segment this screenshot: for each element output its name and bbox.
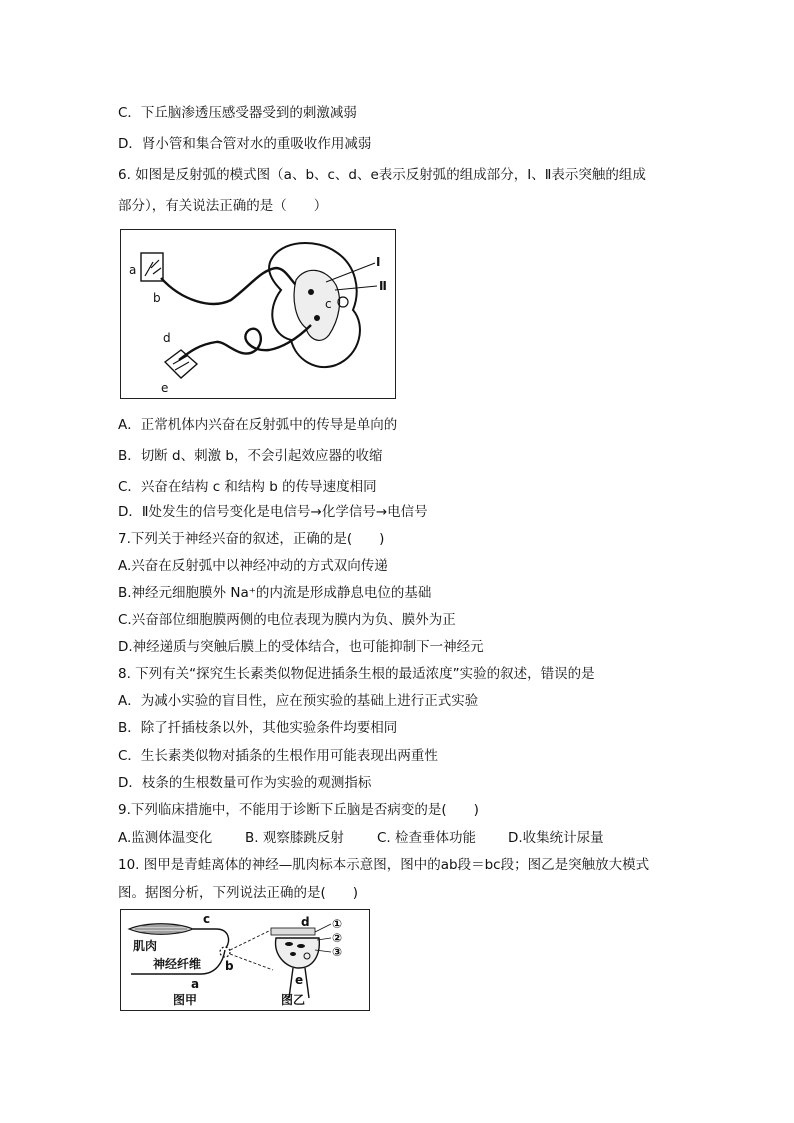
label-d: d xyxy=(163,331,171,345)
fig-jia-caption: 图甲 xyxy=(173,993,198,1007)
muscle-label: 肌肉 xyxy=(133,939,158,953)
label-a: a xyxy=(191,977,200,991)
fiber-label: 神经纤维 xyxy=(153,957,202,971)
label-II: Ⅱ xyxy=(379,279,387,293)
label-c: c xyxy=(203,912,211,926)
q9-stem: 9.下列临床措施中，不能用于诊断下丘脑是否病变的是( ) xyxy=(118,802,479,818)
q6-option-c: C．兴奋在结构 c 和结构 b 的传导速度相同 xyxy=(118,479,377,495)
q7-option-d: D.神经递质与突触后膜上的受体结合，也可能抑制下一神经元 xyxy=(118,639,484,655)
q9-option-d: D.收集统计尿量 xyxy=(508,830,604,846)
marker-3: ③ xyxy=(332,945,343,959)
label-e: e xyxy=(161,381,169,395)
q6-option-a: A．正常机体内兴奋在反射弧中的传导是单向的 xyxy=(118,417,398,433)
q6-stem-line2: 部分），有关说法正确的是（ ） xyxy=(118,198,328,214)
reflex-arc-figure xyxy=(120,229,396,399)
q10-stem-line2: 图。据图分析，下列说法正确的是( ) xyxy=(118,885,359,901)
q6-stem-line1: 6. 如图是反射弧的模式图（a、b、c、d、e表示反射弧的组成部分，Ⅰ、Ⅱ表示突触的组成 xyxy=(118,167,646,183)
q6-option-d: D．Ⅱ处发生的信号变化是电信号→化学信号→电信号 xyxy=(118,504,428,520)
q5-option-c: C．下丘脑渗透压感受器受到的刺激减弱 xyxy=(118,105,357,121)
q9-option-a: A.监测体温变化 xyxy=(118,830,213,846)
label-b: b xyxy=(153,291,161,305)
q8-option-c: C．生长素类似物对插条的生根作用可能表现出两重性 xyxy=(118,748,438,764)
q7-option-b: B.神经元细胞膜外 Na⁺的内流是形成静息电位的基础 xyxy=(118,585,432,601)
q10-stem-line1: 10. 图甲是青蛙离体的神经—肌肉标本示意图，图中的ab段＝bc段；图乙是突触放大模式 xyxy=(118,857,650,873)
marker-2: ② xyxy=(332,931,343,945)
q6-option-b: B．切断 d、刺激 b，不会引起效应器的收缩 xyxy=(118,448,383,464)
q7-stem: 7.下列关于神经兴奋的叙述，正确的是( ) xyxy=(118,531,385,547)
q8-stem: 8. 下列有关“探究生长素类似物促进插条生根的最适浓度”实验的叙述，错误的是 xyxy=(118,666,595,682)
marker-1: ① xyxy=(332,917,343,931)
q5-option-d: D．肾小管和集合管对水的重吸收作用减弱 xyxy=(118,136,372,152)
q8-option-d: D．枝条的生根数量可作为实验的观测指标 xyxy=(118,775,372,791)
nerve-muscle-figure xyxy=(120,909,370,1011)
fig-yi-caption: 图乙 xyxy=(281,993,306,1007)
q9-option-b: B. 观察膝跳反射 xyxy=(245,830,344,846)
q7-option-a: A.兴奋在反射弧中以神经冲动的方式双向传递 xyxy=(118,558,388,574)
label-I: Ⅰ xyxy=(376,255,381,269)
q9-option-c: C. 检查垂体功能 xyxy=(377,830,477,846)
label-d: d xyxy=(301,915,310,929)
label-b: b xyxy=(225,959,234,973)
q8-option-a: A．为减小实验的盲目性，应在预实验的基础上进行正式实验 xyxy=(118,693,479,709)
label-e: e xyxy=(295,973,304,987)
q7-option-c: C.兴奋部位细胞膜两侧的电位表现为膜内为负、膜外为正 xyxy=(118,612,456,628)
q8-option-b: B．除了扦插枝条以外，其他实验条件均要相同 xyxy=(118,720,398,736)
label-a: a xyxy=(129,263,137,277)
label-c: c xyxy=(325,297,332,311)
